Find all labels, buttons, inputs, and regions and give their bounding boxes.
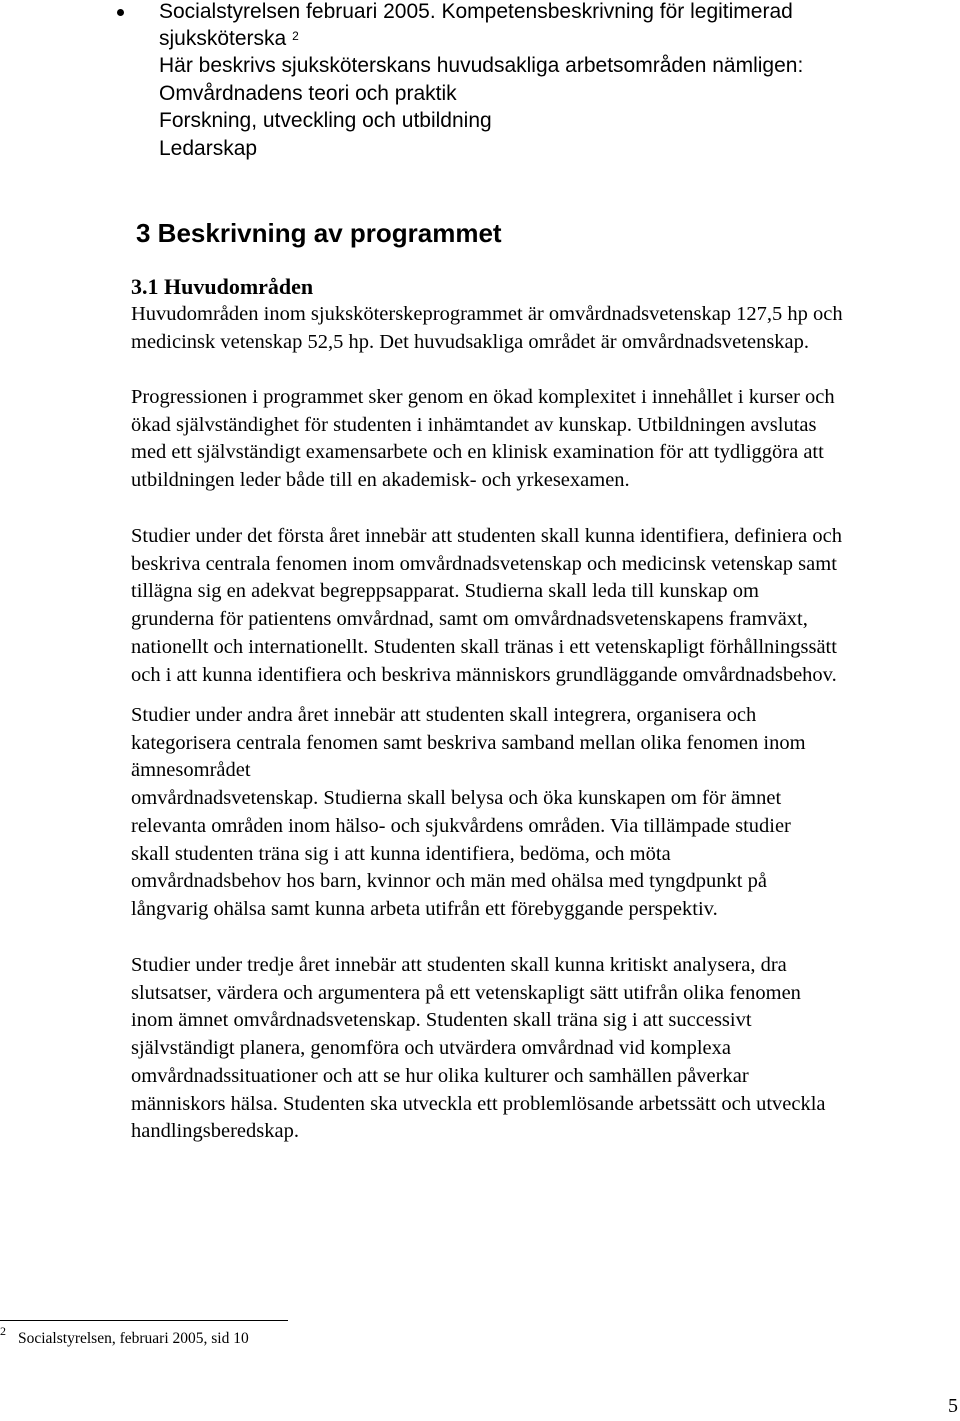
paragraph-line: Progressionen i programmet sker genom en ökad komplexitet i innehållet i kurser och [131, 386, 835, 408]
footnote [0, 1324, 249, 1348]
paragraph-line: och i att kunna identifiera och beskriva människors grundläggande omvårdnadsbehov. [131, 663, 837, 686]
paragraph-line: tillägna sig en adekvat begreppsapparat. Studierna skall leda till kunskap om [131, 580, 759, 603]
bullet-line: Forskning, utveckling och utbildning [159, 109, 492, 132]
paragraph-line: Studier under tredje året innebär att studenten skall kunna kritiskt analysera, dra [131, 954, 787, 976]
footnote-separator [0, 1320, 288, 1321]
paragraph-line: utbildningen leder både till en akademisk- och yrkesexamen. [131, 469, 630, 492]
paragraph-line: ökad självständighet för studenten i inhämtandet av kunskap. Utbildningen avslutas [131, 413, 817, 436]
footnote-marker: 2 [0, 1324, 6, 1338]
page-number: 5 [948, 1395, 958, 1417]
paragraph-line: Studier under andra året innebär att studenten skall integrera, organisera och [131, 704, 757, 726]
paragraph [131, 702, 806, 924]
paragraph-line: omvårdnadsbehov hos barn, kvinnor och män med ohälsa med tyngdpunkt på [131, 870, 767, 893]
paragraph [131, 384, 835, 495]
paragraph-line: medicinsk vetenskap 52,5 hp. Det huvudsakliga området är omvårdnadsvetenskap. [131, 330, 810, 353]
paragraph [131, 952, 826, 1146]
paragraph-line: människors hälsa. Studenten ska utveckla ett problemlösande arbetssätt och utveckla [131, 1092, 826, 1115]
bullet-line: Omvårdnadens teori och praktik [159, 82, 457, 105]
paragraph-line: omvårdnadsvetenskap. Studierna skall belysa och öka kunskapen om för ämnet [131, 787, 782, 810]
paragraph-line: relevanta områden inom hälso- och sjukvårdens områden. Via tillämpade studier [131, 814, 791, 837]
paragraph [131, 523, 842, 689]
paragraph-line: nationellt och internationellt. Studenten skall tränas i ett vetenskapligt förhållningssätt [131, 635, 837, 658]
paragraph-line: omvårdnadssituationer och att se hur olika kulturer och samhällen påverkar [131, 1064, 749, 1087]
paragraph-line: inom ämnet omvårdnadsvetenskap. Studenten skall träna sig i att successivt [131, 1009, 752, 1032]
footnote-text: Socialstyrelsen, februari 2005, sid 10 [18, 1330, 249, 1347]
paragraph-line: med ett självständigt examensarbete och en klinisk examination för att tydliggöra att [131, 441, 824, 464]
bullet-icon [117, 9, 124, 16]
bullet-line: Ledarskap [159, 137, 258, 160]
paragraph [131, 301, 843, 356]
bullet-line: Socialstyrelsen februari 2005. Kompetensbeskrivning för legitimerad [159, 0, 793, 23]
paragraph-line: självständigt planera, genomföra och utvärdera omvårdnad vid komplexa [131, 1037, 731, 1060]
paragraph-line: skall studenten träna sig i att kunna identifiera, bedöma, och möta [131, 842, 671, 865]
paragraph-line: Studier under det första året innebär att studenten skall kunna identifiera, definiera och [131, 525, 842, 547]
section-heading: 3 Beskrivning av programmet [136, 218, 502, 248]
footnote-reference: 2 [292, 29, 299, 43]
bullet-line: Här beskrivs sjuksköterskans huvudsakliga arbetsområden nämligen: [159, 54, 804, 77]
bullet-line [159, 25, 299, 53]
paragraph-line: kategorisera centrala fenomen samt beskriva samband mellan olika fenomen inom [131, 731, 806, 754]
paragraph-line: ämnesområdet [131, 759, 251, 782]
subsection-heading: 3.1 Huvudområden [131, 274, 314, 299]
paragraph-line: beskriva centrala fenomen inom omvårdnadsvetenskap och medicinsk vetenskap samt [131, 552, 837, 575]
paragraph-line: handlingsberedskap. [131, 1120, 299, 1143]
bullet-text: sjuksköterska [159, 27, 287, 50]
paragraph-line: Huvudområden inom sjuksköterskeprogrammet är omvårdnadsvetenskap 127,5 hp och [131, 303, 843, 325]
paragraph-line: slutsatser, värdera och argumentera på ett vetenskapligt sätt utifrån olika fenomen [131, 981, 801, 1004]
paragraph-line: långvarig ohälsa samt kunna arbeta utifrån ett förebyggande perspektiv. [131, 897, 718, 920]
paragraph-line: grunderna för patientens omvårdnad, samt om omvårdnadsvetenskapens framväxt, [131, 608, 808, 631]
